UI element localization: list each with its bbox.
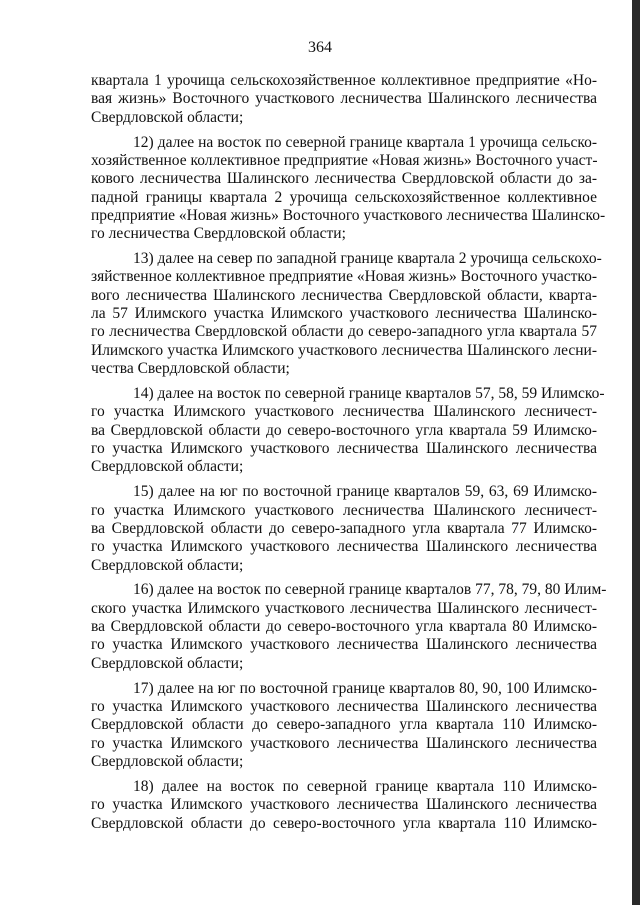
text-line: 16) далее на восток по северной границе кварталов 77, 78, 79, 80 Илим-	[133, 581, 607, 599]
text-line: квартала 1 урочища сельскохозяйственное коллективное предприятие «Но-	[91, 72, 597, 89]
text-line: чества Свердловской области;	[91, 360, 290, 378]
text-line: Свердловской области до северо-западного угла квартала 110 Илимско-	[91, 716, 597, 734]
text-line: предприятие «Новая жизнь» Восточного участкового лесничества Шалинско-	[91, 206, 606, 224]
text-line: кового лесничества Шалинского лесничества Свердловской области до за-	[91, 170, 597, 188]
text-line: 17) далее на юг по восточной границе кварталов 80, 90, 100 Илимско-	[133, 679, 597, 697]
document-body	[91, 72, 607, 839]
text-line: 14) далее на восток по северной границе кварталов 57, 58, 59 Илимско-	[133, 385, 605, 402]
text-line: хозяйственное коллективное предприятие «Новая жизнь» Восточного участ-	[91, 151, 598, 169]
paragraph	[91, 72, 597, 127]
paragraph	[91, 680, 597, 772]
text-line: ского участка Илимского участкового лесничества Шалинского лесничест-	[91, 599, 597, 617]
text-line: го лесничества Свердловской области;	[91, 225, 346, 243]
text-line: вого лесничества Шалинского лесничества Свердловской области, кварта-	[91, 286, 597, 304]
text-line: ла 57 Илимского участка Илимского участкового лесничества Шалинско-	[91, 305, 597, 323]
text-line: 18) далее на восток по северной границе квартала 110 Илимско-	[133, 777, 597, 795]
text-line: го участка Илимского участкового лесничества Шалинского лесничества	[91, 734, 597, 752]
text-line: 15) далее на юг по восточной границе кварталов 59, 63, 69 Илимско-	[133, 483, 597, 501]
paragraph	[91, 581, 607, 673]
text-line: го участка Илимского участкового лесничества Шалинского лесничества	[91, 440, 597, 458]
text-line: ва Свердловской области до северо-западного угла квартала 77 Илимско-	[91, 519, 597, 537]
text-line: Свердловской области;	[91, 556, 244, 574]
text-line: го участка Илимского участкового лесничества Шалинского лесничества	[91, 636, 597, 654]
text-line: 13) далее на север по западной границе квартала 2 урочища сельскохо-	[133, 250, 602, 268]
scan-edge	[632, 0, 640, 905]
text-line: го участка Илимского участкового лесничества Шалинского лесничества	[91, 538, 597, 556]
page-number: 364	[308, 39, 332, 56]
text-line: го участка Илимского участкового лесничества Шалинского лесничест-	[91, 403, 597, 421]
paragraph	[91, 250, 602, 378]
text-line: падной границы квартала 2 урочища сельскохозяйственное коллективное	[91, 188, 597, 206]
text-line: Илимского участка Илимского участкового лесничества Шалинского лесни-	[91, 341, 597, 359]
text-line: ва Свердловской области до северо-восточного угла квартала 80 Илимско-	[91, 618, 597, 636]
text-line: го участка Илимского участкового лесничества Шалинского лесничества	[91, 698, 597, 715]
paragraph	[91, 133, 606, 244]
text-line: Свердловской области до северо-восточного угла квартала 110 Илимско-	[91, 814, 597, 832]
paragraph	[91, 778, 597, 833]
paragraph	[91, 483, 597, 575]
text-line: го участка Илимского участкового лесничества Шалинского лесничества	[91, 796, 597, 814]
text-line: го лесничества Свердловской области до северо-западного угла квартала 57	[91, 323, 597, 341]
text-line: Свердловской области;	[91, 654, 244, 672]
text-line: вая жизнь» Восточного участкового лесничества Шалинского лесничества	[91, 90, 597, 108]
text-line: зяйственное коллективное предприятие «Новая жизнь» Восточного участко-	[91, 268, 598, 286]
text-line: Свердловской области;	[91, 753, 244, 771]
text-line: ва Свердловской области до северо-восточного угла квартала 59 Илимско-	[91, 421, 597, 439]
text-line: Свердловской области;	[91, 108, 244, 126]
text-line: 12) далее на восток по северной границе квартала 1 урочища сельско-	[133, 133, 597, 151]
text-line: Свердловской области;	[91, 458, 244, 476]
paragraph	[91, 385, 605, 477]
text-line: го участка Илимского участкового лесничества Шалинского лесничест-	[91, 501, 597, 519]
